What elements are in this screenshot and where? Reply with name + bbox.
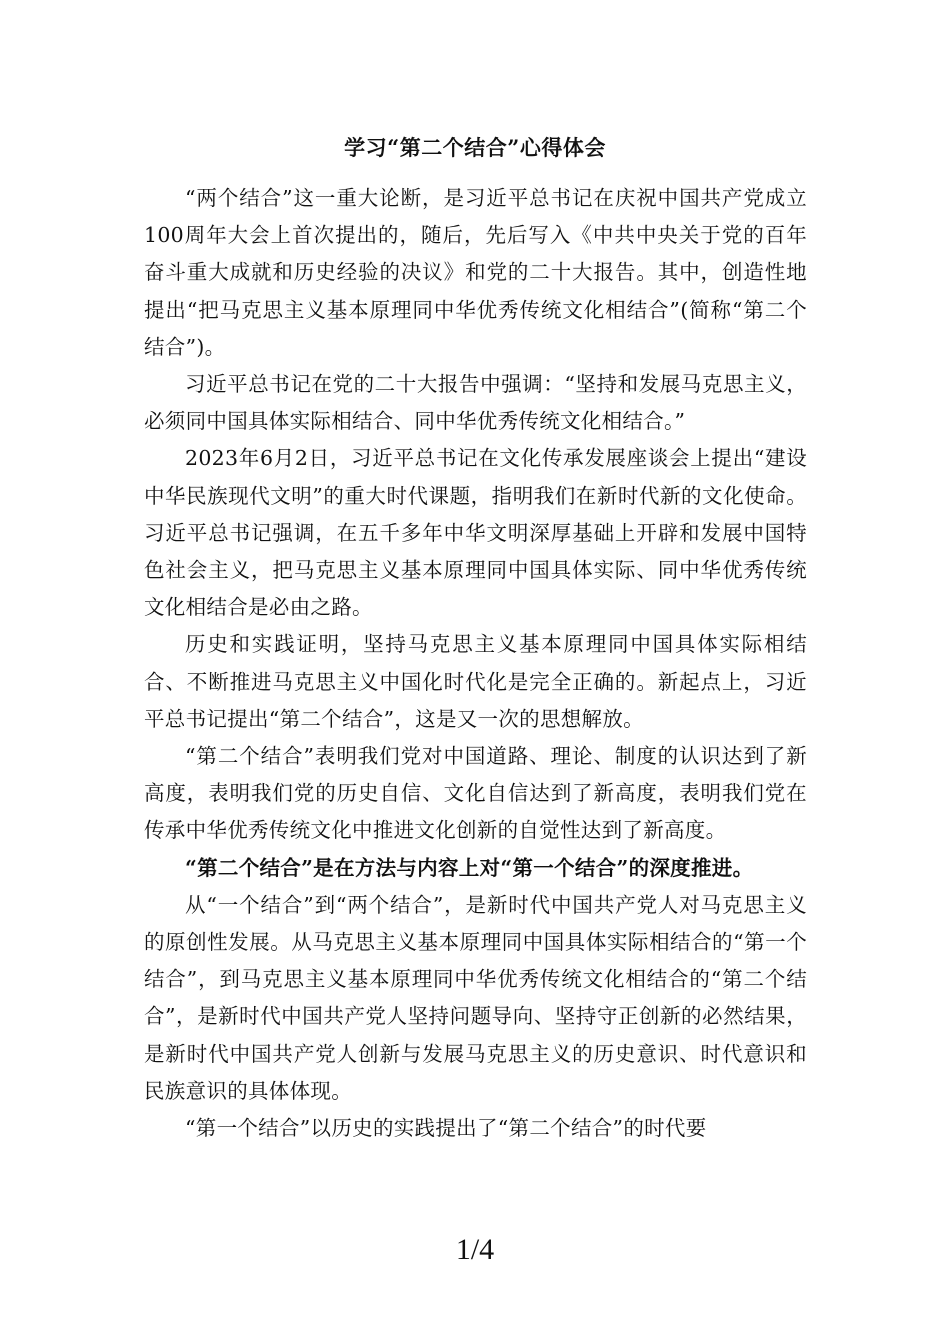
paragraph-7: “第一个结合”以历史的实践提出了“第二个结合”的时代要 <box>185 1116 707 1141</box>
document-title: 学习“第二个结合”心得体会 <box>344 135 606 160</box>
paragraph-5: “第二个结合”表明我们党对中国道路、理论、制度的认识达到了新高度，表明我们党的历史自信、文化自信达到了新高度，表明我们党在传承中华优秀传统文化中推进文化创新的自觉性达到了新高度。 <box>144 744 807 843</box>
paragraph-4: 历史和实践证明，坚持马克思主义基本原理同中国具体实际相结合、不断推进马克思主义中国化时代化是完全正确的。新起点上，习近平总书记提出“第二个结合”，这是又一次的思想解放。 <box>144 632 807 731</box>
page-number: 1/4 <box>455 1233 495 1266</box>
paragraph-2: 习近平总书记在党的二十大报告中强调：“坚持和发展马克思主义，必须同中国具体实际相结合、同中华优秀传统文化相结合。” <box>144 372 807 434</box>
document-body <box>144 180 807 1147</box>
paragraph-1: “两个结合”这一重大论断，是习近平总书记在庆祝中国共产党成立100周年大会上首次提出的，随后，先后写入《中共中央关于党的百年奋斗重大成就和历史经验的决议》和党的二十大报告。其中，创造性地提出“把马克思主义基本原理同中华优秀传统文化相结合”(简称“第二个结合”)。 <box>144 186 807 359</box>
paragraph-6: 从“一个结合”到“两个结合”，是新时代中国共产党人对马克思主义的原创性发展。从马克思主义基本原理同中国具体实际相结合的“第一个结合”，到马克思主义基本原理同中华优秀传统文化相结合的“第二个结合”，是新时代中国共产党人坚持问题导向、坚持守正创新的必然结果，是新时代中国共产党人创新与发展马克思主义的历史意识、时代意识和民族意识的具体体现。 <box>144 892 807 1103</box>
section-heading: “第二个结合”是在方法与内容上对“第一个结合”的深度推进。 <box>185 855 754 880</box>
paragraph-3: 2023年6月2日，习近平总书记在文化传承发展座谈会上提出“建设中华民族现代文明”的重大时代课题，指明我们在新时代新的文化使命。习近平总书记强调，在五千多年中华文明深厚基础上开辟和发展中国特色社会主义，把马克思主义基本原理同中国具体实际、同中华优秀传统文化相结合是必由之路。 <box>144 446 807 620</box>
